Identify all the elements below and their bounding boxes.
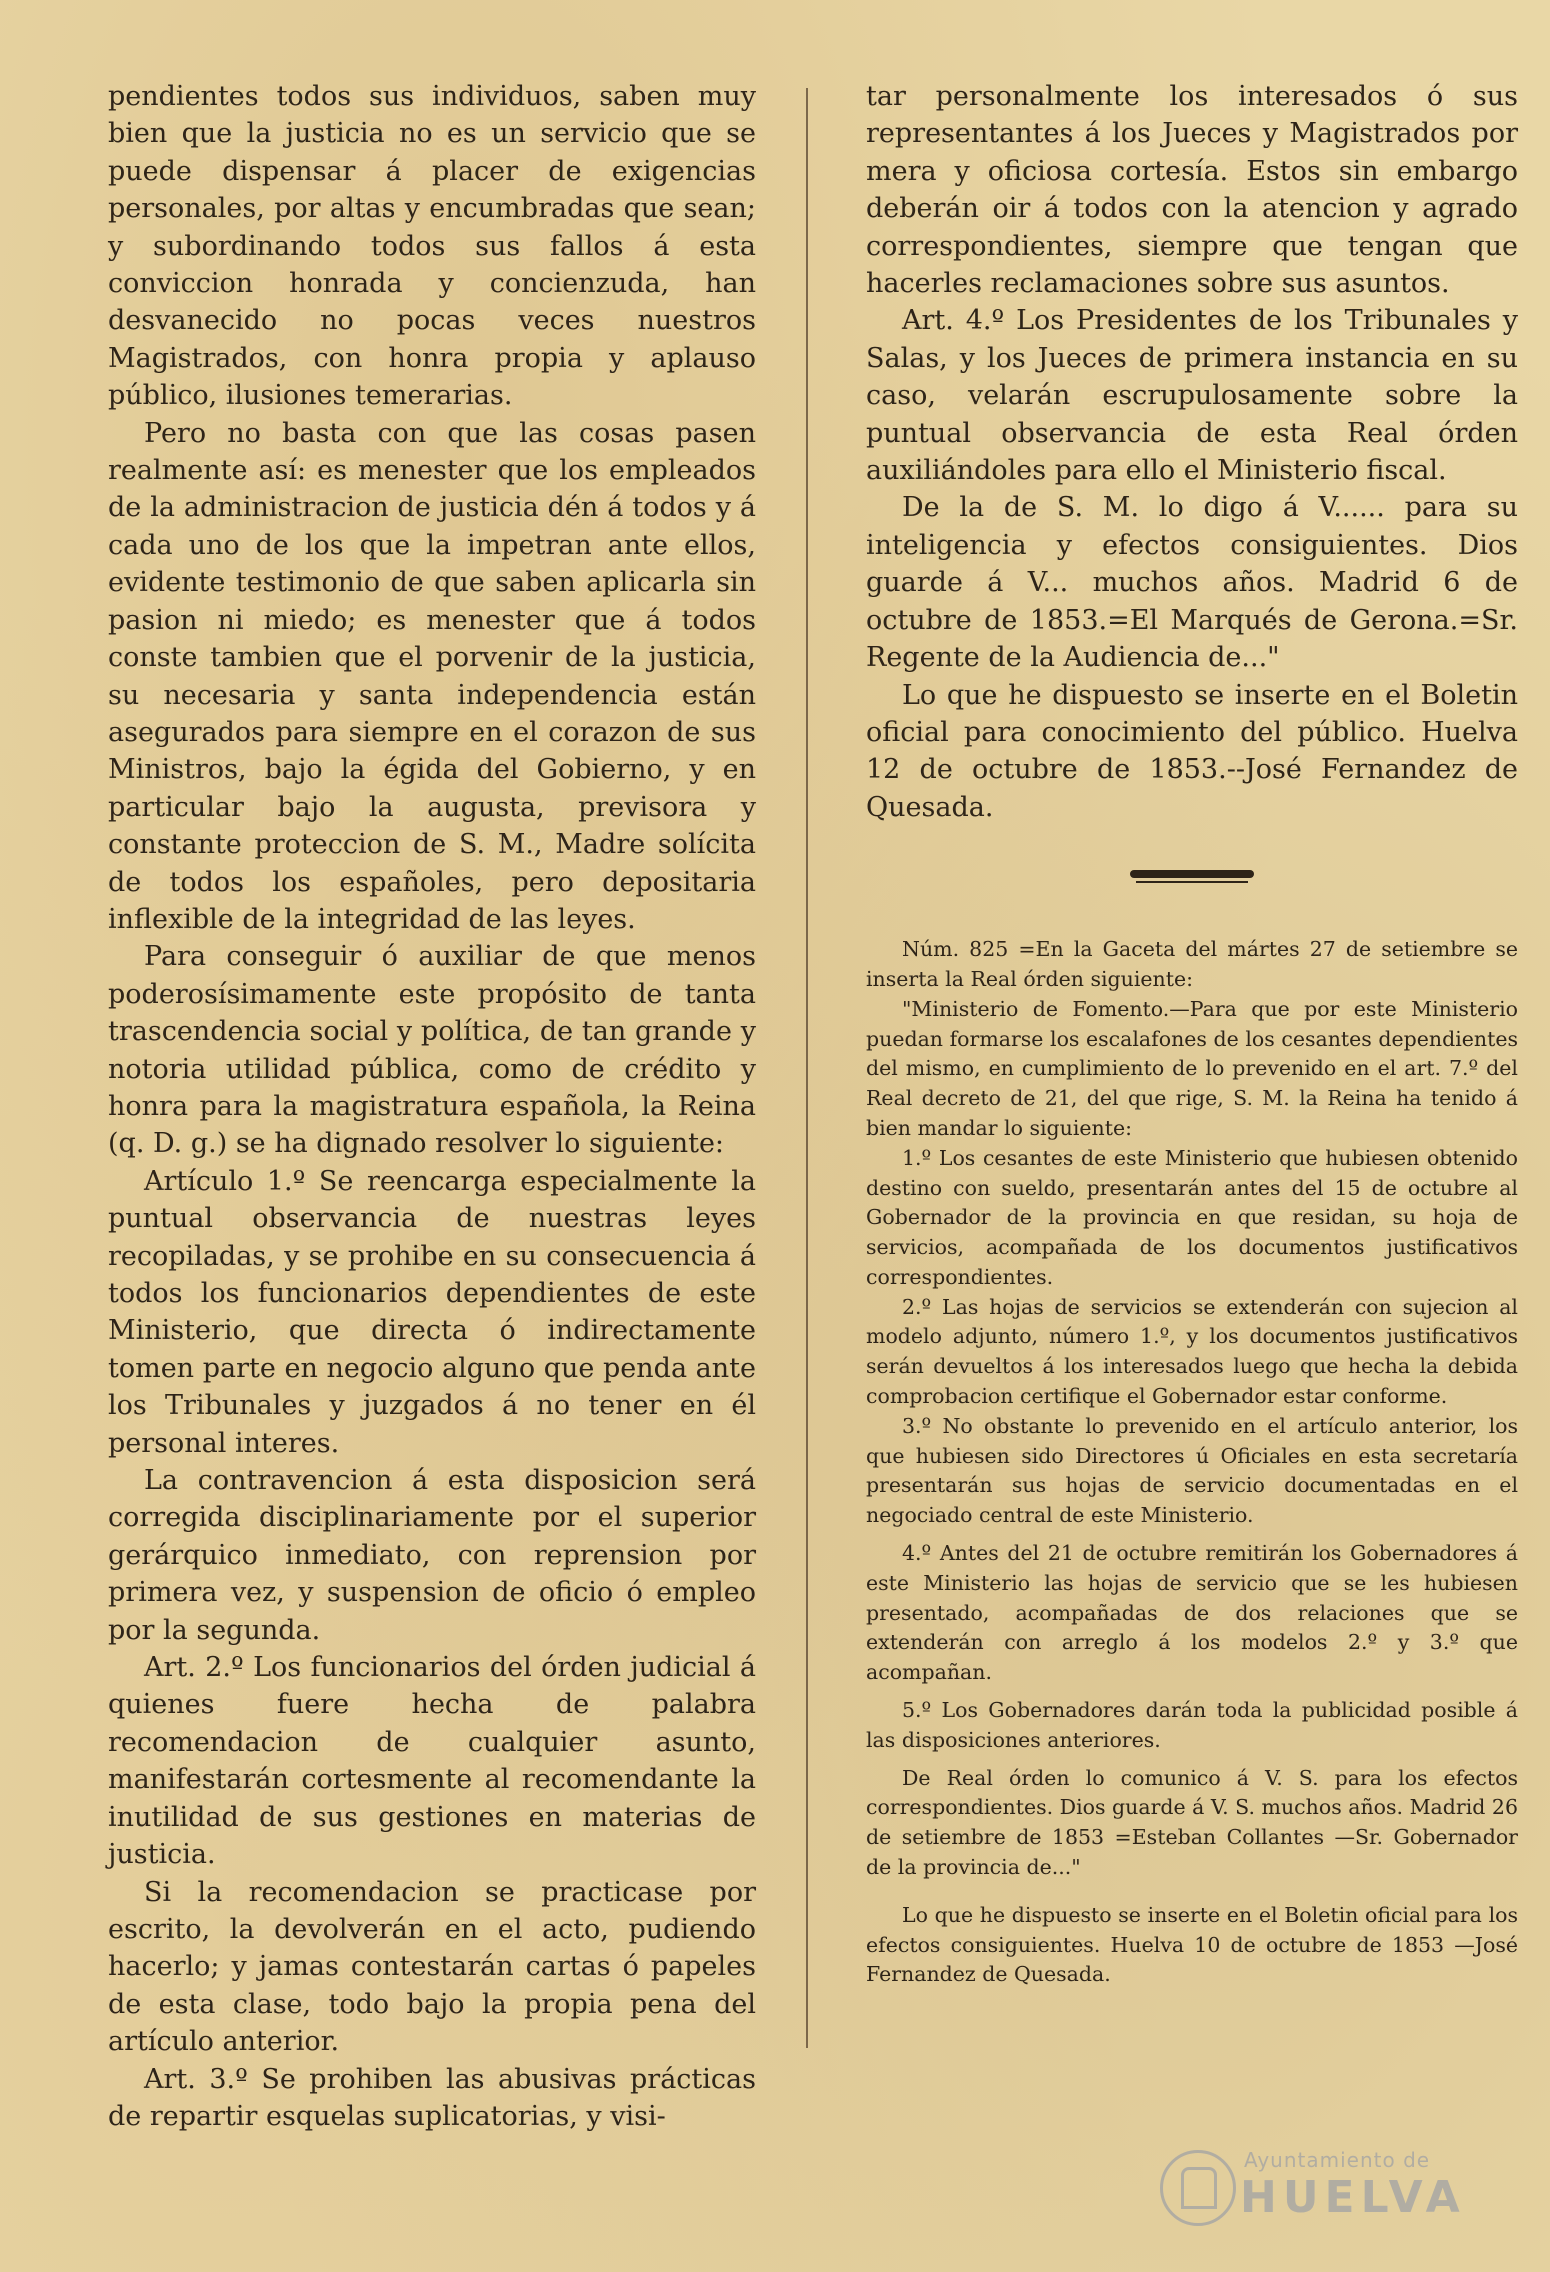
archive-watermark: [1160, 2144, 1490, 2230]
list-item: 4.º Antes del 21 de octubre remitirán los Gobernadores á este Ministerio las hojas de servicio que se les hubiesen presentado, acompañadas de dos relaciones que se extenderán con arreglo á los modelos 2.º y 3.º que acompañan.: [866, 1541, 1518, 1685]
closing-formula: De Real órden lo comunico á V. S. para los efectos correspondientes. Dios guarde á V. S. muchos años. Madrid 26 de setiembre de 1853 =Esteban Collantes —Sr. Gobernador de la provincia de...": [866, 1765, 1518, 1880]
list-item: 2.º Las hojas de servicios se extenderán con sujecion al modelo adjunto, número 1.º, y los documentos justificativos serán devueltos á los interesados luego que hecha la debida comprobacion certifique el Gobernador estar conforme.: [866, 1294, 1518, 1409]
notice-825: [866, 935, 1518, 1990]
publication-note: Lo que he dispuesto se inserte en el Boletin oficial para los efectos consiguientes. Huelva 10 de octubre de 1853 —José Fernandez de Quesada.: [866, 1902, 1518, 1987]
article-4: Art. 4.º Los Presidentes de los Tribunales y Salas, y los Jueces de primera instancia en su caso, velarán escrupulosamente sobre la puntual observancia de esta Real órden auxiliándoles para ello el Ministerio fiscal.: [866, 305, 1518, 487]
paragraph: Pero no basta con que las cosas pasen realmente así: es menester que los empleados de la administracion de justicia dén á todos y á cada uno de los que la impetran ante ellos, evidente testimonio de que saben aplicarla sin pasion ni miedo; es menester que á todos conste tambien que el porvenir de la justicia, su necesaria y santa independencia están asegurados para siempre en el corazon de sus Ministros, bajo la égida del Gobierno, y en particular bajo la augusta, previsora y constante proteccion de S. M., Madre solícita de todos los españoles, pero depositaria inflexible de la integridad de las leyes.: [108, 417, 756, 935]
article-1: Artículo 1.º Se reencarga especialmente la puntual observancia de nuestras leyes recopiladas, y se prohibe en su consecuencia á todos los funcionarios dependientes de este Ministerio, que directa ó indirectamente tomen parte en negocio alguno que penda ante los Tribunales y juzgados á no tener en él personal interes.: [108, 1165, 756, 1459]
watermark-top-text: Ayuntamiento de: [1244, 2148, 1431, 2172]
right-column: [866, 78, 1518, 1990]
paragraph: "Ministerio de Fomento.—Para que por este Ministerio puedan formarse los escalafones de los cesantes dependientes del mismo, en cumplimiento de lo prevenido en el art. 7.º del Real decreto de 21, del que rige, S. M. la Reina ha tenido á bien mandar lo siguiente:: [866, 996, 1518, 1140]
paragraph: Si la recomendacion se practicase por escrito, la devolverán en el acto, pudiendo hacerlo; y jamas contestarán cartas ó papeles de esta clase, todo bajo la propia pena del artículo anterior.: [108, 1876, 756, 2058]
list-item: 3.º No obstante lo prevenido en el artículo anterior, los que hubiesen sido Directores ú Oficiales en esta secretaría presentarán sus hojas de servicio documentadas en el negociado central de este Ministerio.: [866, 1413, 1518, 1528]
paragraph: La contravencion á esta disposicion será corregida disciplinariamente por el superior gerárquico inmediato, con reprension por primera vez, y suspension de oficio ó empleo por la segunda.: [108, 1465, 756, 1646]
publication-note: Lo que he dispuesto se inserte en el Boletin oficial para conocimiento del público. Huelva 12 de octubre de 1853.--José Fernandez de Quesada.: [866, 679, 1518, 823]
closing-formula: De la de S. M. lo digo á V...... para su inteligencia y efectos consiguientes. Dios guarde á V... muchos años. Madrid 6 de octubre de 1853.=El Marqués de Gerona.=Sr. Regente de la Audiencia de...": [866, 492, 1518, 674]
royal-order-continuation: [866, 78, 1518, 826]
list-item: 5.º Los Gobernadores darán toda la publicidad posible á las disposiciones anteriores.: [866, 1698, 1518, 1752]
paragraph: Para conseguir ó auxiliar de que menos poderosísimamente este propósito de tanta trascendencia social y política, de tan grande y notoria utilidad pública, como de crédito y honra para la magistratura española, la Reina (q. D. g.) se ha dignado resolver lo siguiente:: [108, 941, 756, 1160]
list-item: 1.º Los cesantes de este Ministerio que hubiesen obtenido destino con sueldo, presentarán antes del 15 de octubre al Gobernador de la provincia en que residan, su hoja de servicios, acompañada de los documentos justificativos correspondientes.: [866, 1145, 1518, 1289]
paragraph: pendientes todos sus individuos, saben muy bien que la justicia no es un servicio que se puede dispensar á placer de exigencias personales, por altas y encumbradas que sean; y subordinando todos sus fallos á esta conviccion honrada y concienzuda, han desvanecido no pocas veces nuestros Magistrados, con honra propia y aplauso público, ilusiones temerarias.: [108, 81, 756, 412]
section-separator: [1130, 870, 1254, 883]
city-seal-icon: [1160, 2150, 1236, 2226]
column-divider: [806, 88, 808, 2048]
article-2: Art. 2.º Los funcionarios del órden judicial á quienes fuere hecha de palabra recomendacion de cualquier asunto, manifestarán cortesmente al recomendante la inutilidad de sus gestiones en materias de justicia.: [108, 1652, 756, 1871]
left-column: [108, 78, 756, 2135]
notice-heading: Núm. 825 =En la Gaceta del mártes 27 de setiembre se inserta la Real órden siguiente:: [866, 937, 1518, 991]
watermark-main-text: HUELVA: [1240, 2172, 1466, 2223]
paragraph: tar personalmente los interesados ó sus representantes á los Jueces y Magistrados por mera y oficiosa cortesía. Estos sin embargo deberán oir á todos con la atencion y agrado correspondientes, siempre que tengan que hacerles reclamaciones sobre sus asuntos.: [866, 81, 1518, 300]
article-3: Art. 3.º Se prohiben las abusivas prácticas de repartir esquelas suplicatorias, y visi-: [108, 2063, 756, 2132]
